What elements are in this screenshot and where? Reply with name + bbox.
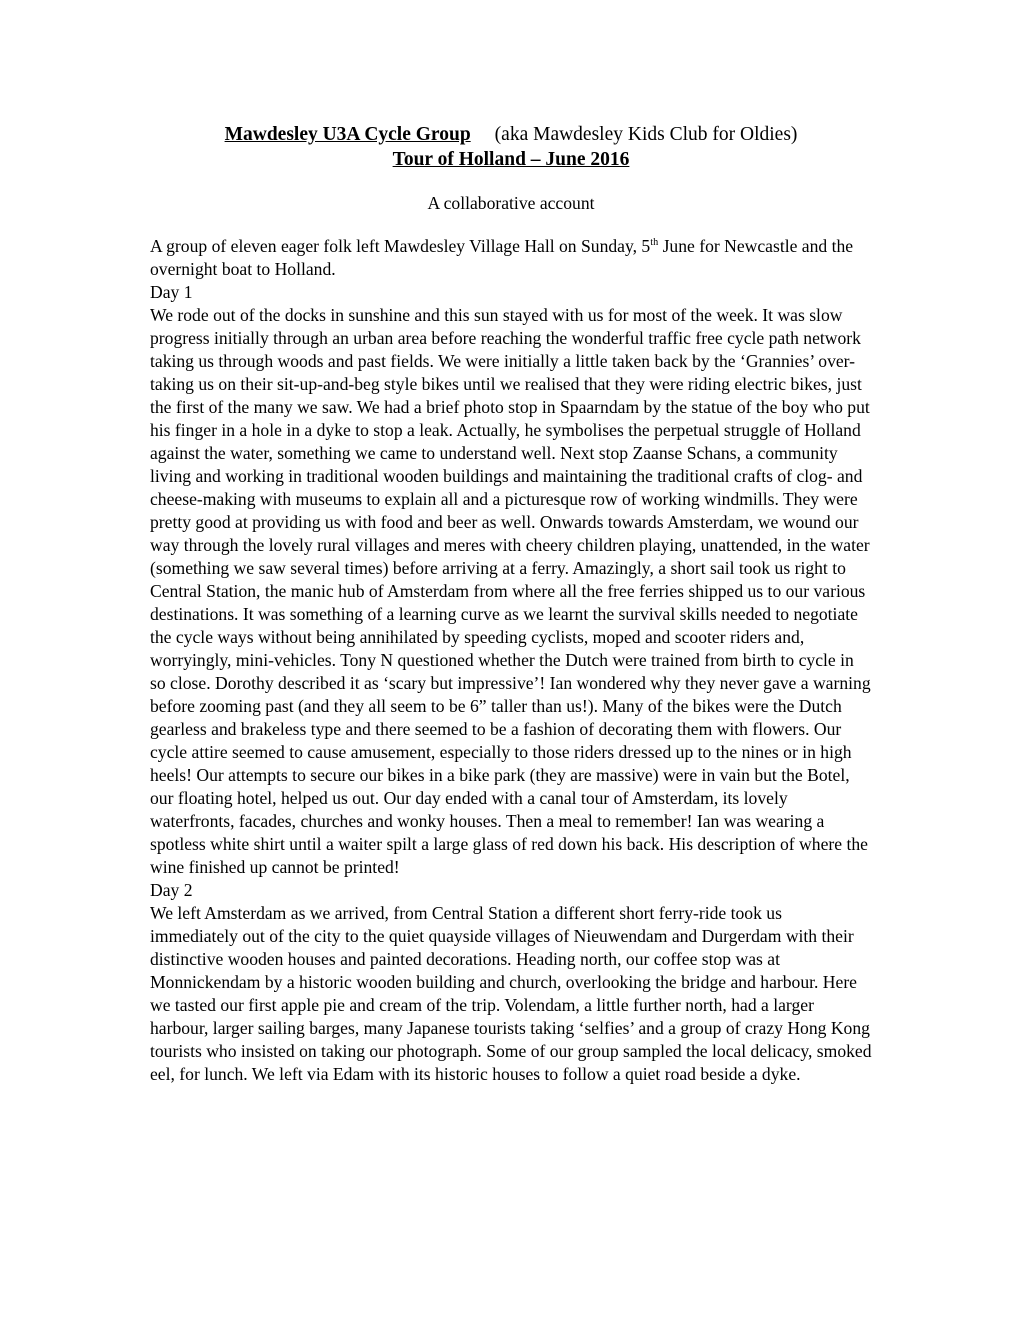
intro-paragraph — [150, 235, 872, 281]
day-1-heading: Day 1 — [150, 282, 193, 302]
document-title-line-2: Tour of Holland – June 2016 — [392, 149, 630, 170]
title-aside: (aka Mawdesley Kids Club for Oldies) — [494, 124, 798, 145]
document-title: Mawdesley U3A Cycle Group — [224, 124, 471, 145]
document-subtitle: A collaborative account — [427, 193, 595, 213]
title-block — [150, 122, 872, 172]
intro-superscript: th — [650, 237, 659, 249]
title-line-1 — [150, 122, 872, 147]
intro-text-end: June for Newcastle and the overnight boat to Holland. — [150, 236, 854, 279]
day-2-paragraph: We left Amsterdam as we arrived, from Central Station a different short ferry-ride took us immediately out of the city to the quiet quayside villages of Nieuwendam and Durgerdam with their distinctive wooden houses and painted decorations. Heading north, our coffee stop was at Monnickendam by a historic wooden building and church, overlooking the bridge and harbour. Here we tasted our first apple pie and cream of the trip. Volendam, a little further north, had a larger harbour, larger sailing barges, many Japanese tourists taking ‘selfies’ and a group of crazy Hong Kong tourists who insisted on taking our photograph. Some of our group sampled the local delicacy, smoked eel, for lunch. We left via Edam with its historic houses to follow a quiet road beside a dyke. — [150, 903, 872, 1084]
document-page — [150, 122, 872, 1086]
intro-text-start: A group of eleven eager folk left Mawdesley Village Hall on Sunday, 5 — [150, 236, 651, 256]
day-2-heading: Day 2 — [150, 880, 193, 900]
day-1-paragraph: We rode out of the docks in sunshine and this sun stayed with us for most of the week. It was slow progress initially through an urban area before reaching the wonderful traffic free cycle path network taking us through woods and past fields. We were initially a little taken back by the ‘Grannies’ over-taking us on their sit-up-and-beg style bikes until we realised that they were riding electric bikes, just the first of the many we saw. We had a brief photo stop in Spaarndam by the statue of the boy who put his finger in a hole in a dyke to stop a leak. Actually, he symbolises the perpetual struggle of Holland against the water, something we came to understand well. Next stop Zaanse Schans, a community living and working in traditional wooden buildings and maintaining the traditional crafts of clog- and cheese-making with museums to explain all and a picturesque row of working windmills. They were pretty good at providing us with food and beer as well. Onwards towards Amsterdam, we wound our way through the lovely rural villages and meres with cheery children playing, unattended, in the water (something we saw several times) before arriving at a ferry. Amazingly, a short sail took us right to Central Station, the manic hub of Amsterdam from where all the free ferries shipped us to our various destinations. It was something of a learning curve as we learnt the survival skills needed to negotiate the cycle ways without being annihilated by speeding cyclists, moped and scooter riders and, worryingly, mini-vehicles. Tony N questioned whether the Dutch were trained from birth to cycle in so close. Dorothy described it as ‘scary but impressive’! Ian wondered why they never gave a warning before zooming past (and they all seem to be 6” taller than us!). Many of the bikes were the Dutch gearless and brakeless type and there seemed to be a fashion of decorating them with flowers. Our cycle attire seemed to cause amusement, especially to those riders dressed up to the nines or in high heels! Our attempts to secure our bikes in a bike park (they are massive) were in vain but the Botel, our floating hotel, helped us out. Our day ended with a canal tour of Amsterdam, its lovely waterfronts, facades, churches and wonky houses. Then a meal to remember! Ian was wearing a spotless white shirt until a waiter spilt a large glass of red down his back. His description of where the wine finished up cannot be printed! — [150, 305, 871, 877]
